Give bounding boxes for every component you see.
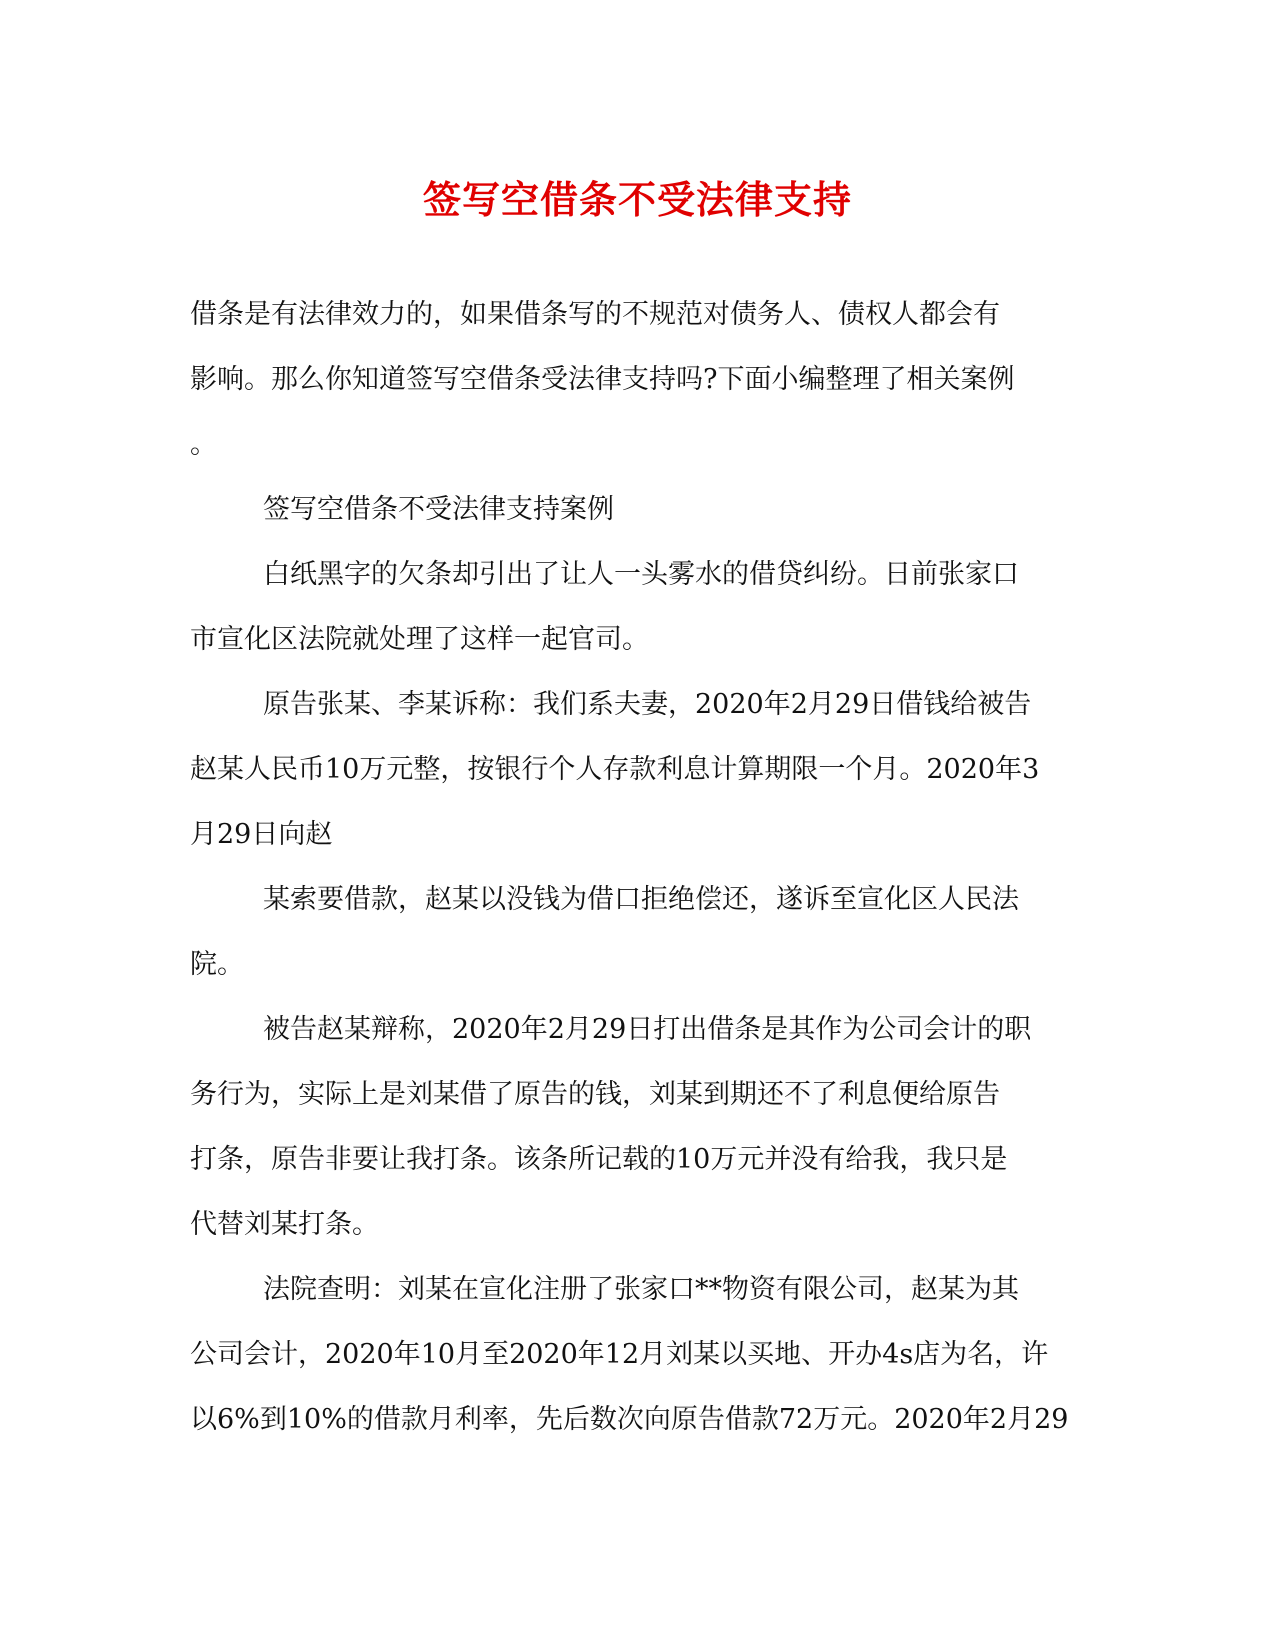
body-line: 月29日向赵 bbox=[190, 819, 333, 850]
body-line: 以6%到10%的借款月利率，先后数次向原告借款72万元。2020年2月29 bbox=[190, 1404, 1069, 1435]
section-heading: 签写空借条不受法律支持案例 bbox=[263, 494, 614, 525]
body-line: 借条是有法律效力的，如果借条写的不规范对债务人、债权人都会有 bbox=[190, 299, 1000, 330]
body-line: 赵某人民币10万元整，按银行个人存款利息计算期限一个月。2020年3 bbox=[190, 754, 1040, 785]
body-line: 被告赵某辩称，2020年2月29日打出借条是其作为公司会计的职 bbox=[263, 1014, 1032, 1045]
body-line: 。 bbox=[190, 429, 217, 460]
document-title: 签写空借条不受法律支持 bbox=[422, 177, 852, 222]
body-line: 原告张某、李某诉称：我们系夫妻，2020年2月29日借钱给被告 bbox=[263, 689, 1032, 720]
document-body bbox=[190, 282, 1090, 1452]
body-line: 影响。那么你知道签写空借条受法律支持吗?下面小编整理了相关案例 bbox=[190, 364, 1015, 395]
body-line: 务行为，实际上是刘某借了原告的钱，刘某到期还不了利息便给原告 bbox=[190, 1079, 1000, 1110]
body-line: 打条，原告非要让我打条。该条所记载的10万元并没有给我，我只是 bbox=[190, 1144, 1008, 1175]
body-line: 代替刘某打条。 bbox=[190, 1209, 379, 1240]
body-line: 某索要借款，赵某以没钱为借口拒绝偿还，遂诉至宣化区人民法 bbox=[263, 884, 1019, 915]
body-line: 院。 bbox=[190, 949, 244, 980]
body-line: 公司会计，2020年10月至2020年12月刘某以买地、开办4s店为名，许 bbox=[190, 1339, 1049, 1370]
body-line: 市宣化区法院就处理了这样一起官司。 bbox=[190, 624, 649, 655]
body-line: 白纸黑字的欠条却引出了让人一头雾水的借贷纠纷。日前张家口 bbox=[263, 559, 1019, 590]
body-line: 法院查明：刘某在宣化注册了张家口**物资有限公司，赵某为其 bbox=[263, 1274, 1019, 1305]
